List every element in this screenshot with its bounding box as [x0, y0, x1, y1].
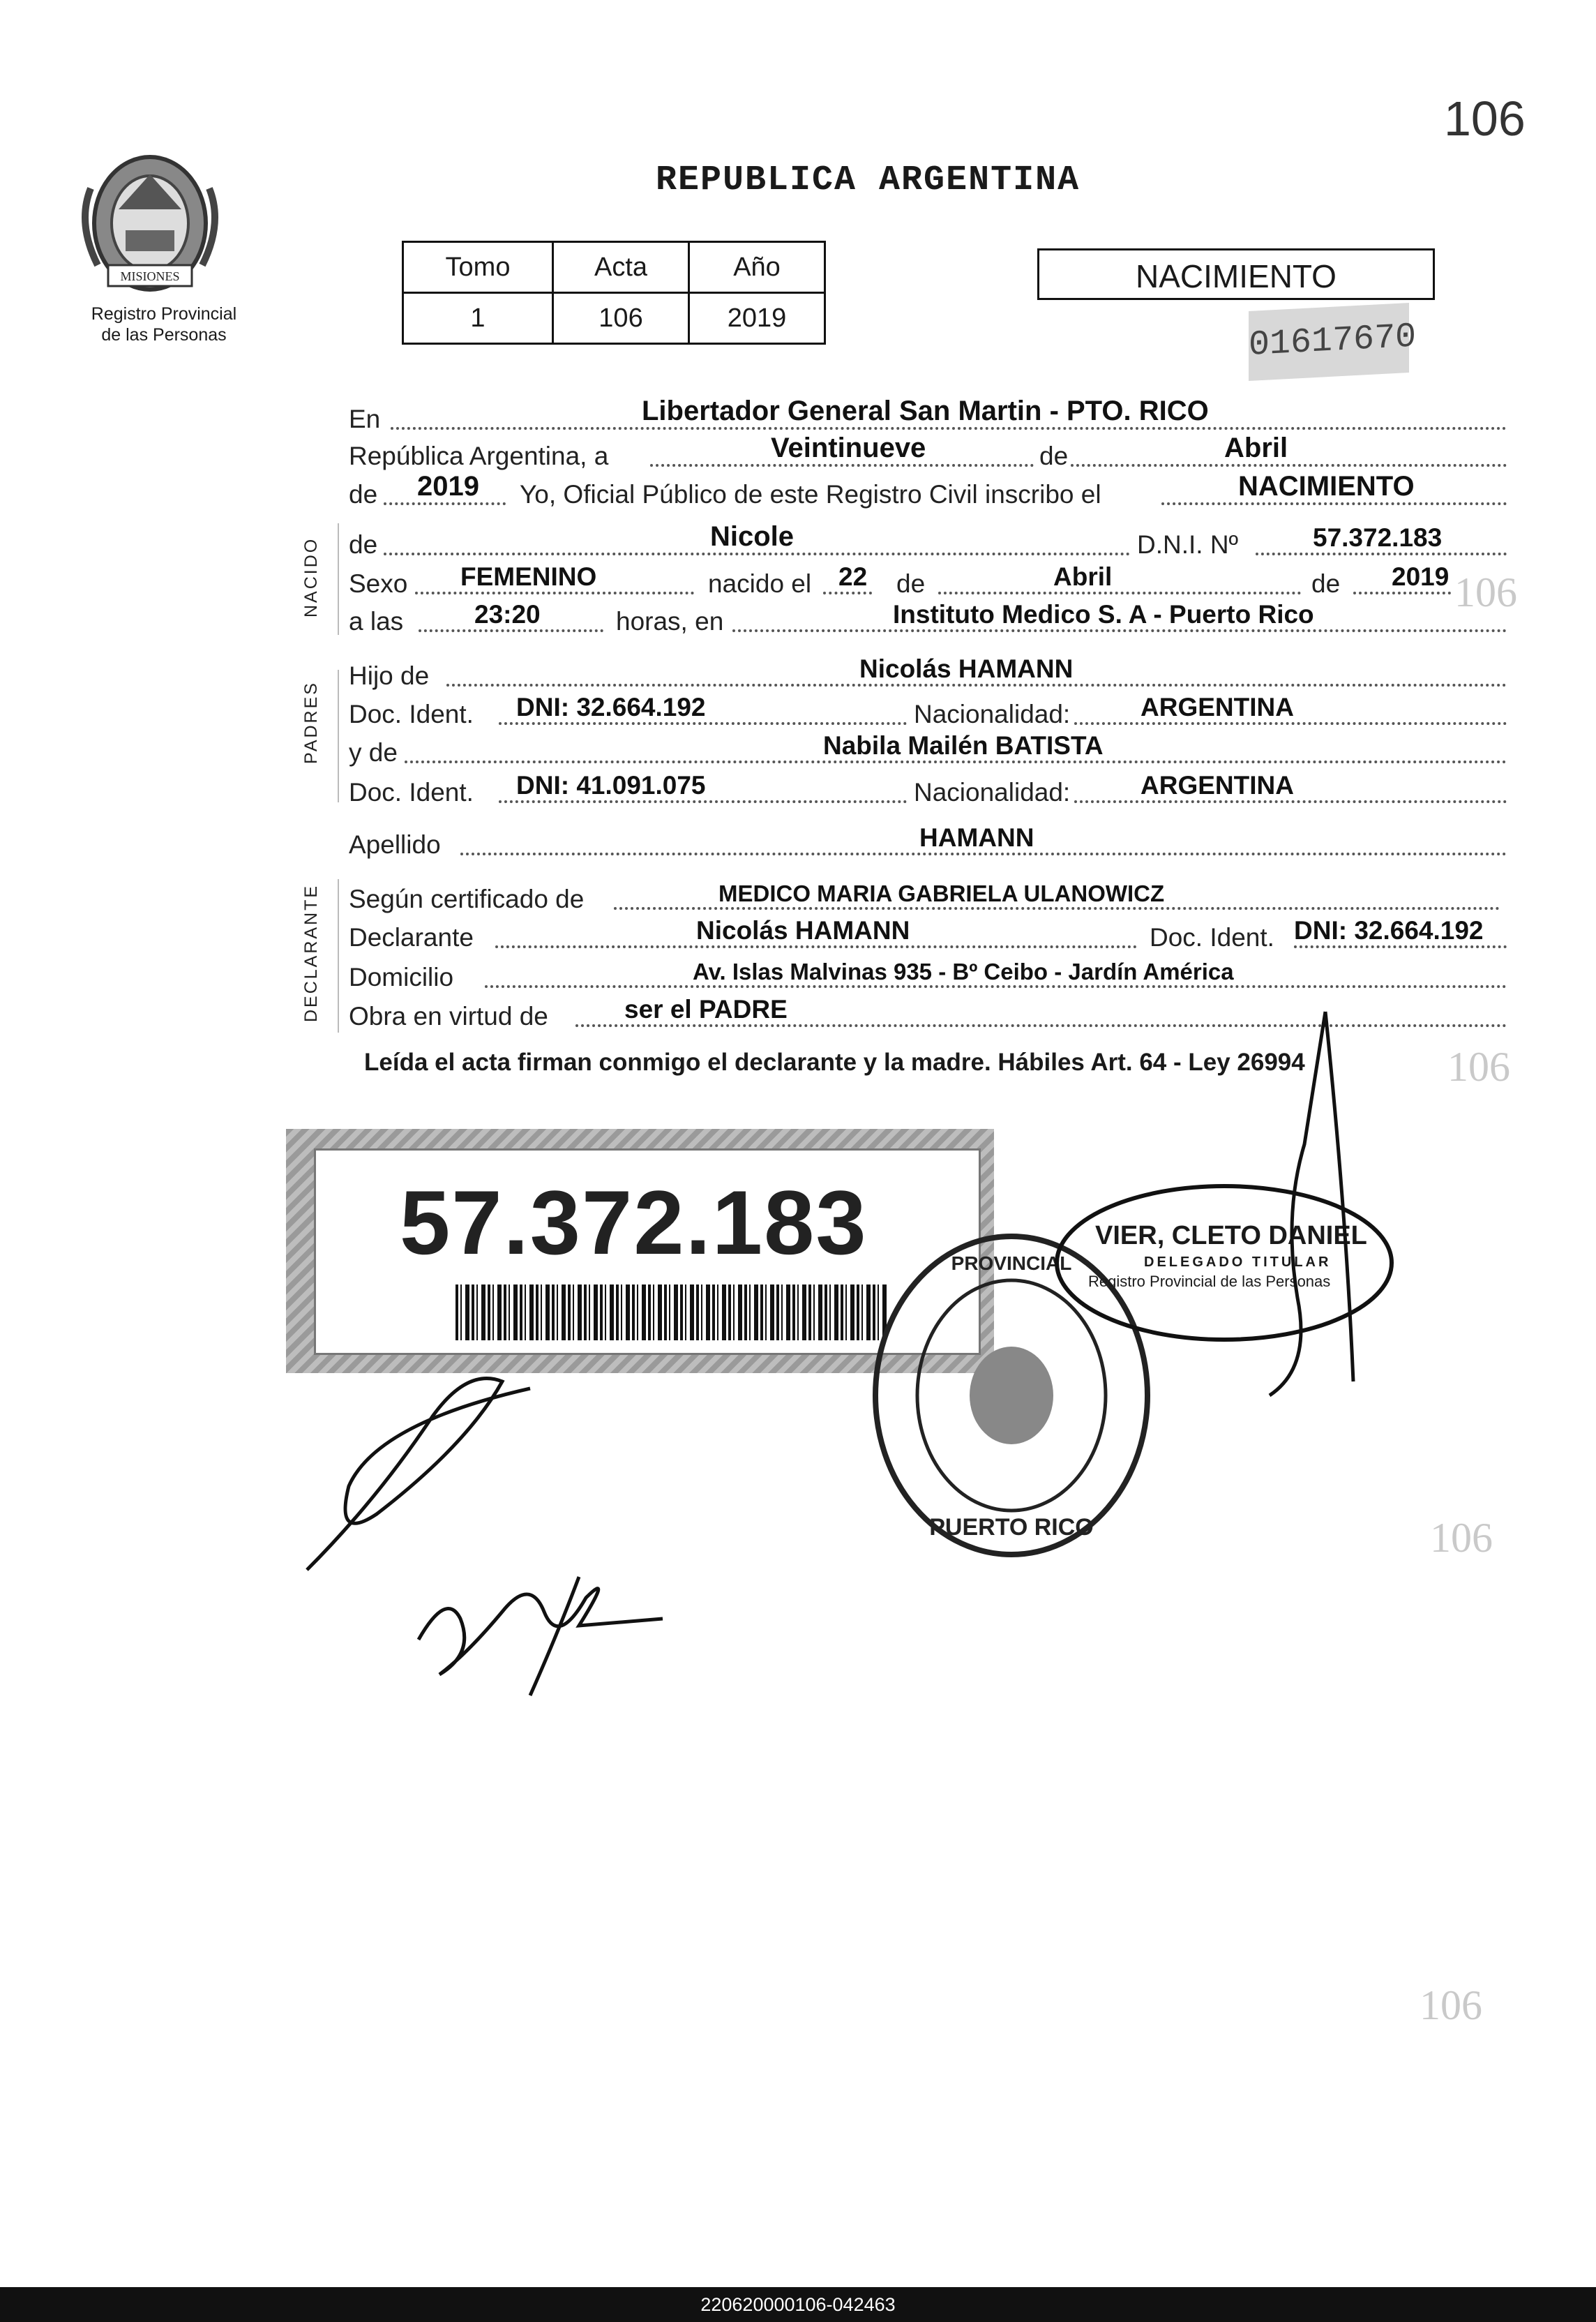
- row-acto: [349, 471, 1507, 509]
- label-nac-de: de: [896, 569, 926, 598]
- dotted-line: [1161, 502, 1507, 505]
- row-padre-doc: [349, 694, 1507, 729]
- value-madre-nac: ARGENTINA: [1140, 771, 1294, 800]
- value-padre-nac: ARGENTINA: [1140, 693, 1294, 721]
- side-label-nacido: NACIDO: [301, 537, 321, 617]
- value-certificado: MEDICO MARIA GABRIELA ULANOWICZ: [718, 881, 1165, 906]
- dotted-line: [460, 853, 1507, 855]
- label-dni: D.N.I. Nº: [1137, 530, 1239, 559]
- value-dni: 57.372.183: [1313, 523, 1443, 552]
- svg-text:MISIONES: MISIONES: [120, 269, 180, 283]
- label-hijo-de: Hijo de: [349, 661, 430, 690]
- row-domicilio: [349, 957, 1507, 992]
- label-de-nombre: de: [349, 530, 378, 559]
- label-doc-ident: Doc. Ident.: [1150, 923, 1274, 952]
- dotted-line: [391, 427, 1507, 430]
- dotted-line: [415, 592, 694, 594]
- label-de: de: [1039, 442, 1069, 470]
- label-en: En: [349, 405, 381, 433]
- row-apellido: [349, 825, 1507, 860]
- bleed-through-mark: 106: [1420, 1982, 1482, 2028]
- value-anio: 2019: [417, 471, 479, 502]
- misiones-seal-logo: [70, 147, 258, 304]
- value-domicilio: Av. Islas Malvinas 935 - Bº Ceibo - Jardín América: [693, 959, 1234, 984]
- value-nac-mes: Abril: [1053, 562, 1113, 591]
- label-nacionalidad: Nacionalidad:: [914, 778, 1071, 807]
- dni-sticker-number: 57.372.183: [400, 1171, 868, 1273]
- label-nacionalidad: Nacionalidad:: [914, 700, 1071, 728]
- value-hora: 23:20: [474, 600, 541, 629]
- text-yo-oficial: Yo, Oficial Público de este Registro Civil inscribo el: [520, 480, 1101, 509]
- dotted-line: [732, 629, 1507, 632]
- label-y-de: y de: [349, 738, 398, 767]
- label-certificado: Según certificado de: [349, 885, 585, 913]
- row-nombre: [349, 521, 1507, 560]
- value-madre: Nabila Mailén BATISTA: [823, 731, 1104, 760]
- row-sexo: [349, 564, 1507, 599]
- value-nac-anio: 2019: [1392, 562, 1450, 591]
- value-dia: Veintinueve: [771, 433, 926, 463]
- dotted-line: [384, 553, 1130, 555]
- bleed-through-mark: 106: [1430, 1515, 1493, 1561]
- row-hora: [349, 601, 1507, 636]
- coat-of-arms-icon: [70, 147, 230, 300]
- official-role: DELEGADO TITULAR: [1144, 1254, 1332, 1270]
- side-divider: [338, 879, 339, 1033]
- header-acta: Acta: [553, 242, 689, 293]
- label-doc-ident: Doc. Ident.: [349, 778, 474, 807]
- row-fecha: [349, 433, 1507, 471]
- barcode: [456, 1284, 888, 1340]
- header-tomo: Tomo: [403, 242, 553, 293]
- page-title: REPUBLICA ARGENTINA: [656, 160, 1081, 200]
- value-acta: 106: [553, 293, 689, 344]
- bleed-through-mark: 106: [1454, 569, 1517, 615]
- side-divider: [338, 523, 339, 635]
- row-lugar: [349, 396, 1507, 434]
- dotted-line: [1256, 553, 1507, 555]
- value-apellido: HAMANN: [919, 823, 1034, 852]
- official-signature-icon: [1207, 1005, 1367, 1402]
- dotted-line: [384, 502, 506, 505]
- dotted-line: [614, 907, 1500, 910]
- value-sexo: FEMENINO: [460, 562, 597, 591]
- value-acto: NACIMIENTO: [1238, 471, 1415, 502]
- value-tomo: 1: [403, 293, 553, 344]
- row-madre: [349, 733, 1507, 767]
- serial-number: 01617670: [1249, 303, 1409, 381]
- value-anio: 2019: [689, 293, 825, 344]
- dotted-line: [1294, 945, 1507, 948]
- dotted-line: [823, 592, 872, 594]
- dotted-line: [650, 464, 1034, 467]
- value-obra: ser el PADRE: [624, 995, 788, 1024]
- row-declarante: [349, 917, 1507, 952]
- label-republica: República Argentina, a: [349, 442, 609, 470]
- label-domicilio: Domicilio: [349, 963, 454, 991]
- page-number: 106: [1444, 91, 1526, 146]
- dotted-line: [1071, 464, 1507, 467]
- value-padre-doc: DNI: 32.664.192: [516, 693, 706, 721]
- label-de-anio: de: [349, 480, 378, 509]
- value-madre-doc: DNI: 41.091.075: [516, 771, 706, 800]
- bleed-through-mark: 106: [1447, 1044, 1510, 1090]
- dotted-line: [419, 629, 603, 632]
- side-label-declarante: DECLARANTE: [301, 883, 321, 1022]
- value-lugar-nac: Instituto Medico S. A - Puerto Rico: [893, 600, 1314, 629]
- value-nombre: Nicole: [710, 521, 795, 552]
- value-declarante-doc: DNI: 32.664.192: [1294, 916, 1484, 945]
- label-obra: Obra en virtud de: [349, 1002, 548, 1031]
- label-declarante: Declarante: [349, 923, 474, 952]
- label-horas-en: horas, en: [616, 607, 724, 636]
- closing-text: Leída el acta firman conmigo el declarante y la madre. Hábiles Art. 64 - Ley 26994: [364, 1049, 1305, 1076]
- value-padre: Nicolás HAMANN: [859, 654, 1074, 683]
- dotted-line: [499, 800, 907, 803]
- dotted-line: [495, 945, 1137, 948]
- label-a-las: a las: [349, 607, 404, 636]
- side-divider: [338, 670, 339, 802]
- dotted-line: [1074, 800, 1507, 803]
- label-apellido: Apellido: [349, 830, 441, 859]
- label-nacido-el: nacido el: [708, 569, 812, 598]
- row-madre-doc: [349, 772, 1507, 807]
- dotted-line: [405, 761, 1507, 763]
- registry-table: [402, 241, 826, 345]
- value-mes: Abril: [1224, 433, 1288, 463]
- row-certificado: [349, 879, 1507, 914]
- dotted-line: [938, 592, 1301, 594]
- record-type-box: NACIMIENTO: [1037, 248, 1435, 300]
- official-org: Registro Provincial de las Personas: [1088, 1273, 1331, 1290]
- svg-text:PUERTO RICO: PUERTO RICO: [929, 1514, 1094, 1541]
- official-name: VIER, CLETO DANIEL: [1095, 1221, 1367, 1250]
- dotted-line: [499, 722, 907, 725]
- value-nac-dia: 22: [838, 562, 868, 591]
- footer-code: 220620000106-042463: [0, 2287, 1596, 2322]
- dotted-line: [1074, 722, 1507, 725]
- label-nac-de2: de: [1311, 569, 1341, 598]
- agency-line1: Registro Provincial: [91, 304, 237, 324]
- dotted-line: [485, 985, 1507, 988]
- mother-signature-icon: [405, 1535, 670, 1716]
- dotted-line: [1353, 592, 1451, 594]
- svg-text:PROVINCIAL: PROVINCIAL: [951, 1252, 1072, 1274]
- side-label-padres: PADRES: [301, 681, 321, 764]
- header-anio: Año: [689, 242, 825, 293]
- label-sexo: Sexo: [349, 569, 408, 598]
- label-doc-ident: Doc. Ident.: [349, 700, 474, 728]
- row-padre: [349, 656, 1507, 691]
- agency-line2: de las Personas: [101, 325, 227, 345]
- value-declarante: Nicolás HAMANN: [696, 916, 910, 945]
- value-lugar: Libertador General San Martin - PTO. RICO: [642, 396, 1209, 426]
- dotted-line: [446, 684, 1507, 687]
- agency-caption: [63, 304, 265, 345]
